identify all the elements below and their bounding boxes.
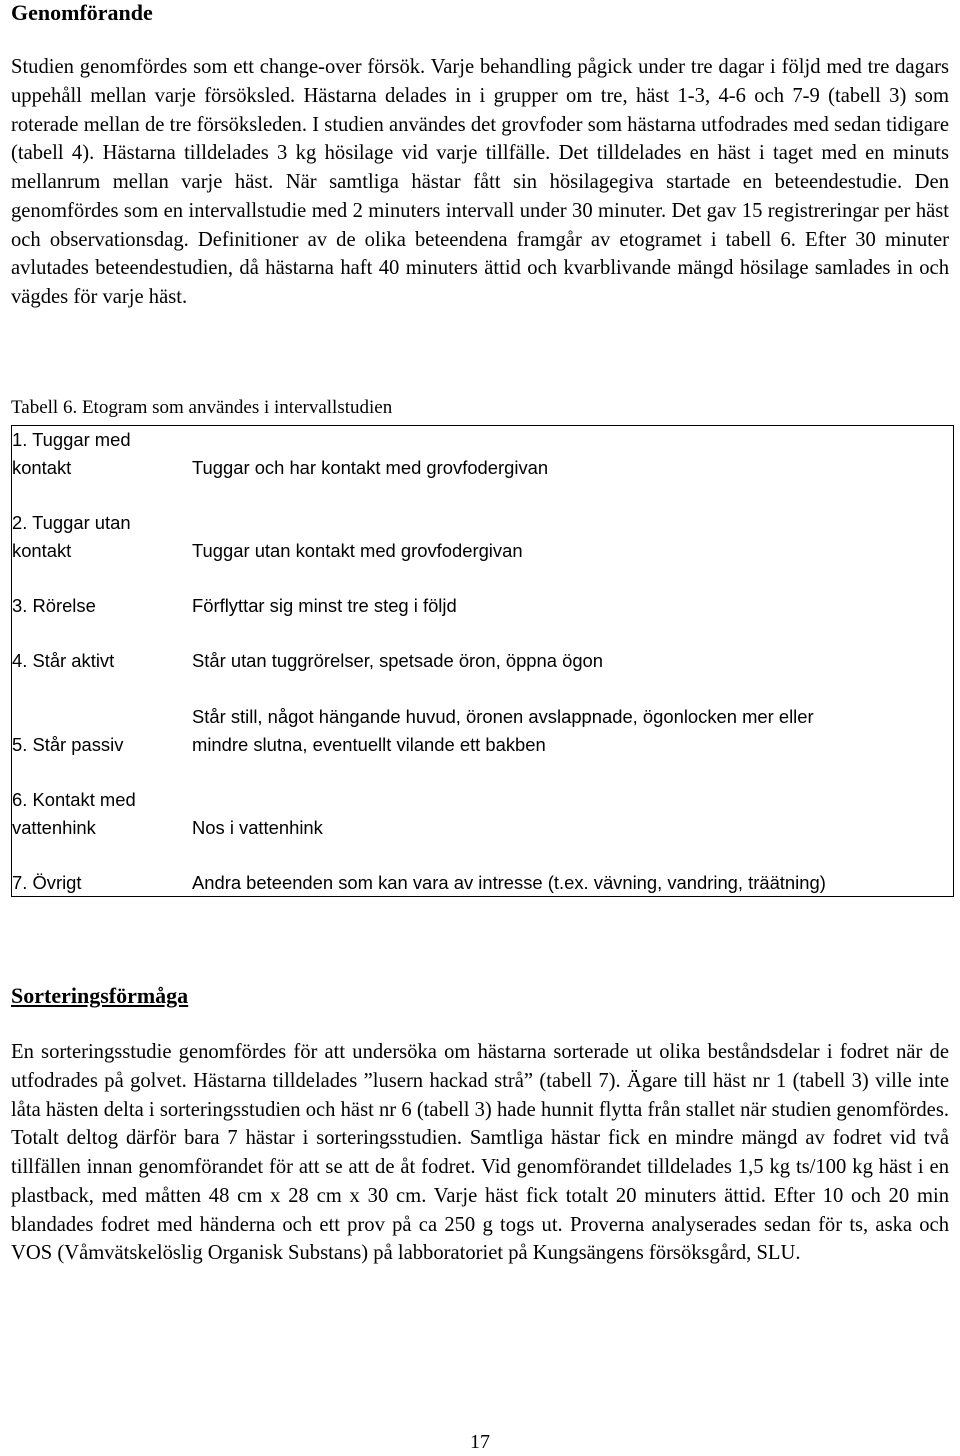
- behavior-name: 3. Rörelse: [12, 595, 96, 616]
- section-heading-genomforande: Genomförande: [11, 0, 153, 25]
- behavior-name: 5. Står passiv: [12, 733, 124, 755]
- behavior-description: Tuggar utan kontakt med grovfodergivan: [192, 539, 523, 561]
- paragraph-genomforande: Studien genomfördes som ett change-over försök. Varje behandling pågick under tre dagar i följd med tre dagars uppehåll mellan varje försöksled. Hästarna delades in i grupper om tre, häst 1-3, 4-6 och 7-9 (tabell 3) som roterade mellan de tre försöksleden. I studien användes det grovfoder som hästarna utfodrades med sedan tidigare (tabell 4). Hästarna tilldelades 3 kg hösilage vid varje tillfälle. Det tilldelades en häst i taget med en minuts mellanrum mellan varje häst. När samtliga hästar fått sin hösilagegiva startade en beteendestudie. Den genomfördes som en intervallstudie med 2 minuters intervall under 30 minuter. Det gav 15 registreringar per häst och observationsdag. Definitioner av de olika beteendena framgår av etogramet i tabell 6. Efter 30 minuter avlutades beteendestudien, då hästarna haft 40 minuters ättid och kvarblivande mängd hösilage samlades in och vägdes för varje häst.: [11, 56, 949, 308]
- page-number: 17: [470, 1431, 490, 1453]
- behavior-description: Förflyttar sig minst tre steg i följd: [192, 595, 457, 616]
- behavior-description: Andra beteenden som kan vara av intresse (t.ex. vävning, vandring, träätning): [192, 872, 826, 893]
- behavior-description: Tuggar och har kontakt med grovfodergivan: [192, 456, 549, 478]
- behavior-description: Nos i vattenhink: [192, 816, 323, 838]
- etogram-table: [11, 425, 954, 897]
- behavior-description: Står still, något hängande huvud, öronen avslappnade, ögonlocken mer eller mindre slutna, eventuellt vilande ett bakben: [192, 706, 814, 755]
- section-heading-sorteringsformaga: Sorteringsförmåga: [11, 983, 189, 1008]
- behavior-name: 1. Tuggar med kontakt: [12, 429, 131, 478]
- behavior-description: Står utan tuggrörelser, spetsade öron, öppna ögon: [192, 650, 604, 671]
- table-caption: Tabell 6. Etogram som användes i intervallstudien: [11, 397, 393, 418]
- behavior-name: 2. Tuggar utan kontakt: [12, 512, 131, 561]
- behavior-name: 7. Övrigt: [12, 872, 82, 893]
- behavior-name: 6. Kontakt med vattenhink: [12, 789, 136, 838]
- behavior-name: 4. Står aktivt: [12, 650, 115, 671]
- paragraph-sorteringsformaga: En sorteringsstudie genomfördes för att undersöka om hästarna sorterade ut olika beståndsdelar i fodret när de utfodrades på golvet. Hästarna tilldelades ”lusern hackad strå” (tabell 7). Ägare till häst nr 1 (tabell 3) ville inte låta hästen delta i sorteringsstudien och häst nr 6 (tabell 3) hade hunnit flytta från stallet när studien genomfördes. Totalt deltog därför bara 7 hästar i sorteringsstudien. Samtliga hästar fick en mindre mängd av fodret vid två tillfällen innan genomförandet för att se att de åt fodret. Vid genomförandet tilldelades 1,5 kg ts/100 kg häst i en plastback, med måtten 48 cm x 28 cm x 30 cm. Varje häst fick totalt 20 minuters ättid. Efter 10 och 20 min blandades fodret med händerna och ett prov på ca 250 g togs ut. Proverna analyserades sedan för ts, aska och VOS (Våmvätskelöslig Organisk Substans) på labboratoriet på Kungsängens försöksgård, SLU.: [11, 1041, 949, 1265]
